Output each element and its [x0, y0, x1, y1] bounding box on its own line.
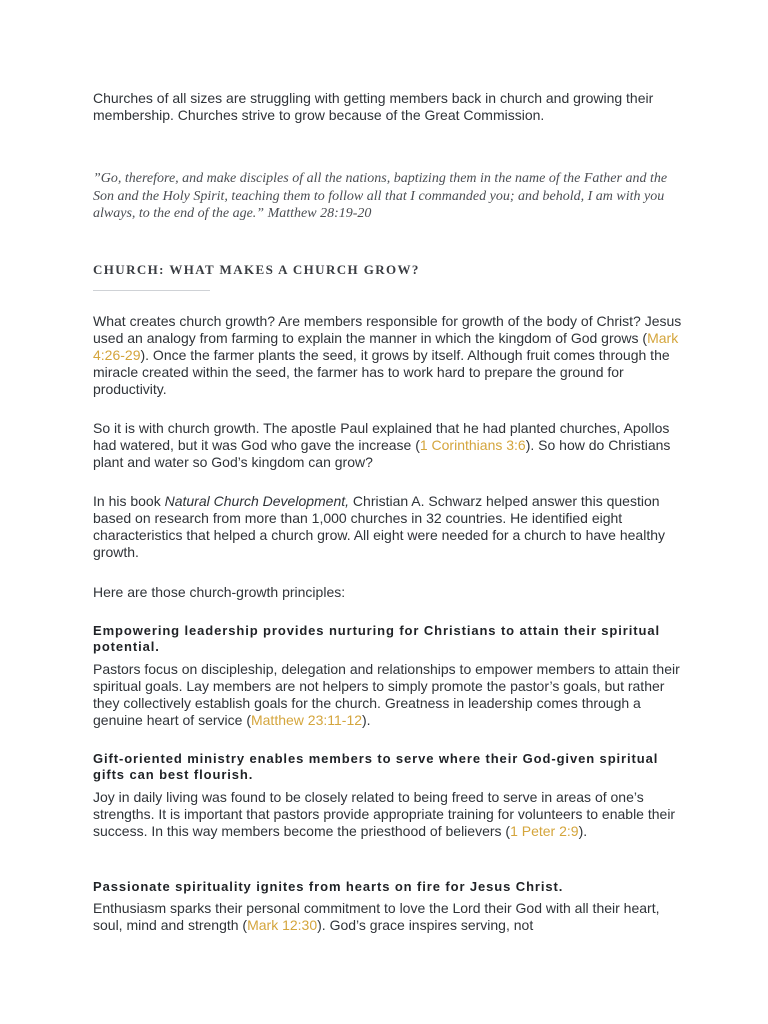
- p3-text-a: In his book: [93, 493, 165, 509]
- intro-paragraph: Churches of all sizes are struggling with getting members back in church and growing their membership. Churches strive to grow because of the Great Commission.: [93, 90, 654, 123]
- principle-3-text-a: Enthusiasm sparks their personal commitment to love the Lord their God with all their heart, soul, mind and strength (: [93, 900, 660, 933]
- principle-1-text-b: ).: [362, 712, 371, 728]
- principles-intro: Here are those church-growth principles:: [93, 584, 346, 600]
- paragraph-farming: [93, 313, 683, 398]
- principle-2-text-b: ).: [578, 823, 588, 839]
- p1-text-b: ). Once the farmer plants the seed, it grows by itself. Although fruit comes through the miracle created within the seed, the farmer has to work hard to prepare the ground for productivity.: [93, 347, 670, 397]
- scripture-quote: ”Go, therefore, and make disciples of all the nations, baptizing them in the name of the Father and the Son and the Holy Spirit, teaching them to follow all that I commanded you; and behold, I am with you always, to the end of the age.” Matthew 28:19-20: [93, 171, 668, 221]
- principle-3-heading: Passionate spirituality ignites from hearts on fire for Jesus Christ.: [93, 879, 564, 894]
- p2-text-a: So it is with church growth. The apostle Paul explained that he had planted churches, Apollos had watered, but it was God who gave the increase (: [93, 420, 670, 453]
- book-title: Natural Church Development,: [164, 493, 350, 509]
- principle-1-text-a: Pastors focus on discipleship, delegation and relationships to empower members to attain their spiritual goals. Lay members are not helpers to simply promote the pastor’s goals, but rather they collectively establish goals for the church. Greatness in leadership comes through a genuine heart of service (: [93, 661, 680, 728]
- p3-text-b: Christian A. Schwarz helped answer this question based on research from more than 1,000 churches in 32 countries. He identified eight characteristics that helped a church grow. All eight were needed for a church to have healthy growth.: [93, 493, 666, 560]
- principle-2-text: [93, 789, 683, 840]
- principle-3-text-b: ). God’s grace inspires serving, not: [317, 917, 534, 933]
- p1-text-a: What creates church growth? Are members responsible for growth of the body of Christ? Jesus used an analogy from farming to explain the manner in which the kingdom of God grows (: [93, 313, 682, 346]
- principle-2-heading: Gift-oriented ministry enables members to serve where their God-given spiritual gifts can best flourish.: [93, 751, 659, 782]
- scripture-link-matthew-23[interactable]: Matthew 23:11-12: [250, 712, 363, 728]
- paragraph-paul: [93, 420, 683, 471]
- scripture-link-1-peter[interactable]: 1 Peter 2:9: [510, 823, 579, 839]
- principle-3-text: [93, 900, 683, 934]
- principle-1-heading: Empowering leadership provides nurturing for Christians to attain their spiritual potential.: [93, 623, 660, 654]
- principle-1-text: [93, 661, 683, 729]
- scripture-link-mark-12[interactable]: Mark 12:30: [247, 917, 318, 933]
- section-heading: CHURCH: WHAT MAKES A CHURCH GROW?: [93, 262, 420, 277]
- scripture-link-mark-4[interactable]: Mark 4:26-29: [93, 330, 679, 363]
- principle-2-text-a: Joy in daily living was found to be closely related to being freed to serve in areas of one’s strengths. It is important that pastors provide appropriate training for volunteers to enable their success. In this way members become the priesthood of believers (: [93, 789, 676, 839]
- scripture-link-1-corinthians[interactable]: 1 Corinthians 3:6: [419, 437, 526, 453]
- heading-divider: [93, 290, 210, 291]
- paragraph-schwarz: [93, 493, 683, 561]
- p2-text-b: ). So how do Christians plant and water so God’s kingdom can grow?: [93, 437, 671, 470]
